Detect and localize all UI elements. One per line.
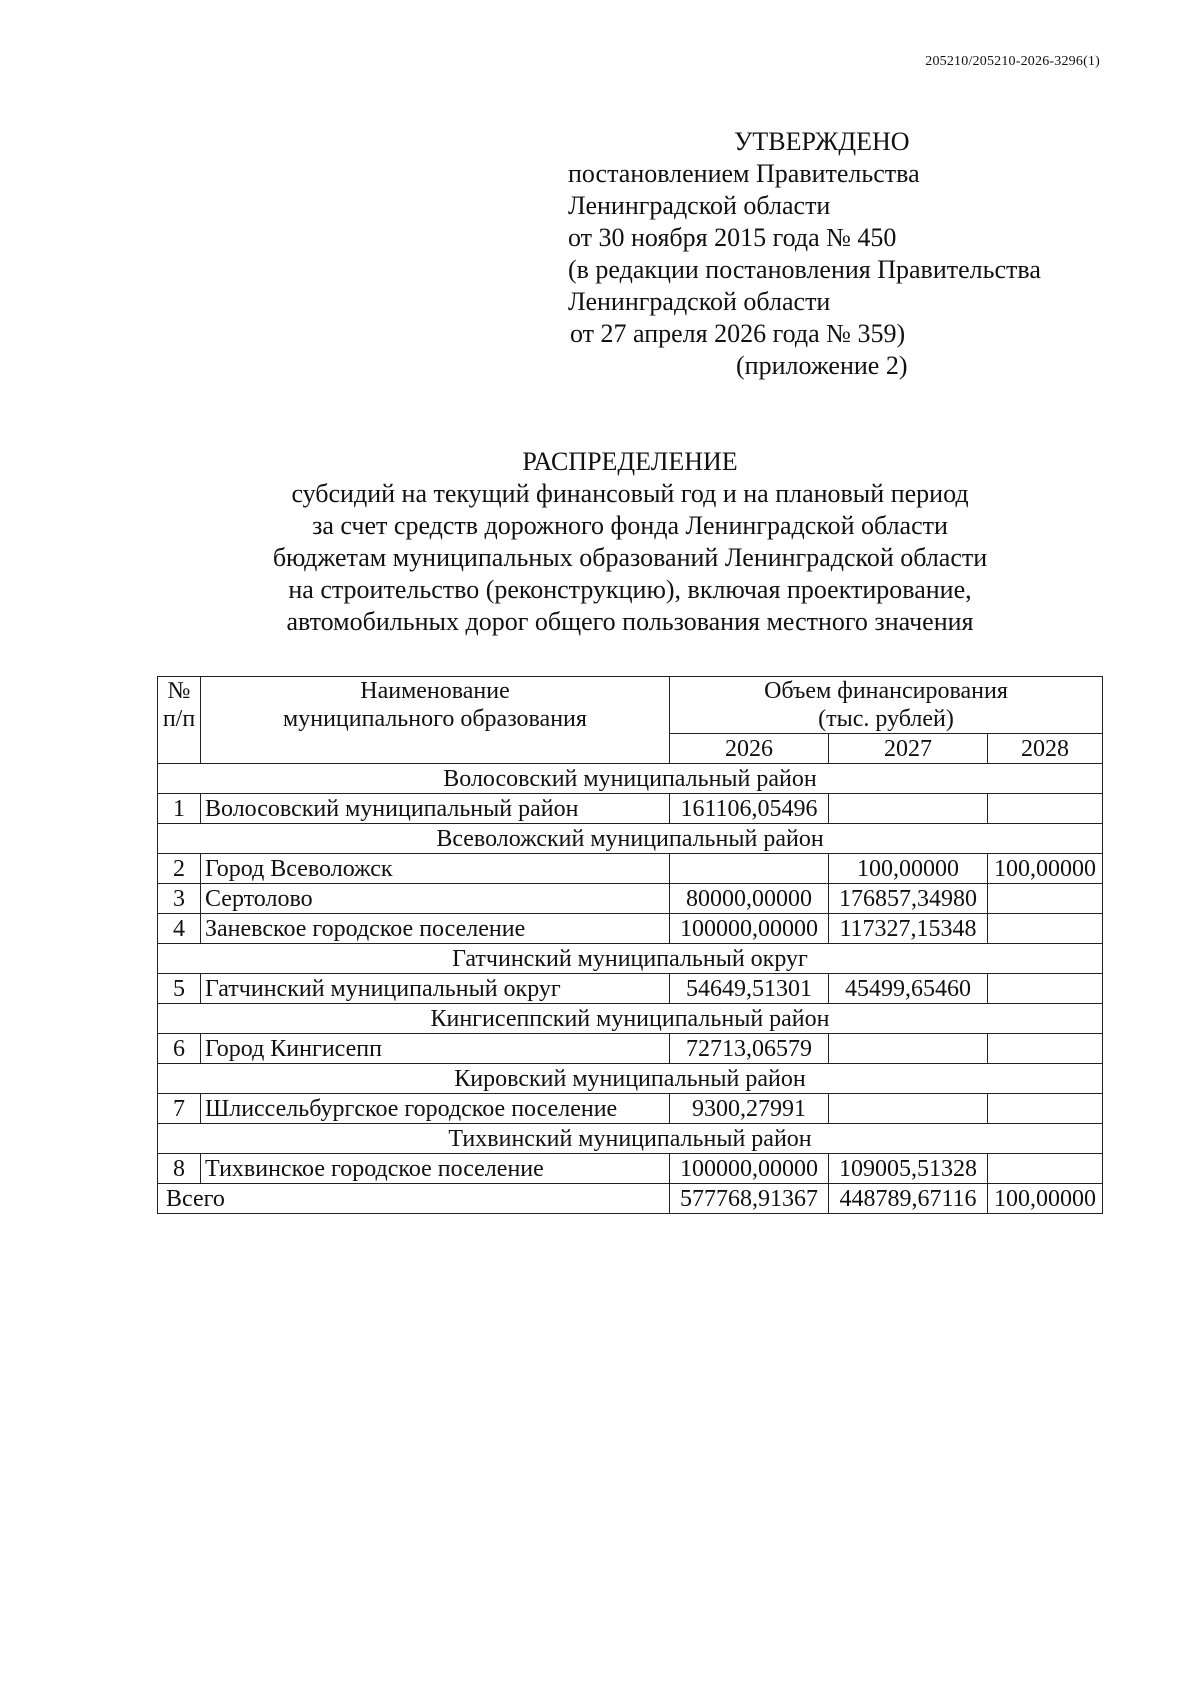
header-name: [201, 677, 670, 764]
row-number: 4: [158, 914, 201, 944]
header-year-2026: 2026: [670, 734, 829, 764]
row-name: Город Кингисепп: [201, 1034, 670, 1064]
row-value-2028: [988, 1034, 1103, 1064]
header-volume-line1: Объем финансирования: [764, 678, 1008, 704]
approval-line: постановлением Правительства: [568, 159, 920, 188]
row-value-2026: 100000,00000: [670, 914, 829, 944]
row-value-2028: [988, 914, 1103, 944]
district-row: [158, 824, 1103, 854]
heading-line: автомобильных дорог общего пользования местного значения: [286, 607, 974, 636]
heading-title: РАСПРЕДЕЛЕНИЕ: [522, 447, 738, 476]
table-row: [158, 854, 1103, 884]
row-number: 6: [158, 1034, 201, 1064]
row-value-2026: 72713,06579: [670, 1034, 829, 1064]
header-year-2028: 2028: [988, 734, 1103, 764]
approval-title: УТВЕРЖДЕНО: [734, 127, 910, 156]
approval-line: от 30 ноября 2015 года № 450: [568, 223, 897, 252]
district-name: Кингисеппский муниципальный район: [158, 1004, 1103, 1034]
row-value-2028: [988, 1154, 1103, 1184]
total-row: [158, 1184, 1103, 1214]
row-value-2027: 45499,65460: [829, 974, 988, 1004]
row-value-2028: [988, 884, 1103, 914]
heading-line: субсидий на текущий финансовый год и на плановый период: [291, 479, 969, 508]
row-value-2028: 100,00000: [988, 854, 1103, 884]
approval-appendix: (приложение 2): [736, 351, 908, 380]
row-value-2028: [988, 794, 1103, 824]
approval-line: (в редакции постановления Правительства: [568, 255, 1041, 284]
row-number: 7: [158, 1094, 201, 1124]
district-row: [158, 764, 1103, 794]
row-value-2027: [829, 794, 988, 824]
header-number-line2: п/п: [162, 706, 196, 732]
approval-block: [568, 126, 1041, 382]
row-name: Волосовский муниципальный район: [201, 794, 670, 824]
table-row: [158, 914, 1103, 944]
document-id: 205210/205210-2026-3296(1): [925, 54, 1100, 69]
approval-line: Ленинградской области: [568, 191, 831, 220]
row-value-2026: 9300,27991: [670, 1094, 829, 1124]
heading-line: на строительство (реконструкцию), включая проектирование,: [288, 575, 972, 604]
row-number: 3: [158, 884, 201, 914]
row-value-2028: [988, 1094, 1103, 1124]
table-row: [158, 884, 1103, 914]
heading-line: бюджетам муниципальных образований Ленинградской области: [272, 543, 988, 572]
row-name: Заневское городское поселение: [201, 914, 670, 944]
row-number: 5: [158, 974, 201, 1004]
header-volume-line2: (тыс. рублей): [818, 706, 954, 732]
row-value-2027: 100,00000: [829, 854, 988, 884]
row-name: Гатчинский муниципальный округ: [201, 974, 670, 1004]
header-name-line1: Наименование: [360, 678, 510, 704]
heading-line: за счет средств дорожного фонда Ленинградской области: [312, 511, 948, 540]
row-name: Шлиссельбургское городское поселение: [201, 1094, 670, 1124]
table-row: [158, 1154, 1103, 1184]
approval-line: Ленинградской области: [568, 287, 831, 316]
row-value-2026: 54649,51301: [670, 974, 829, 1004]
row-name: Тихвинское городское поселение: [201, 1154, 670, 1184]
table-row: [158, 1094, 1103, 1124]
total-value-2026: 577768,91367: [670, 1184, 829, 1214]
header-number-line1: №: [167, 678, 191, 704]
row-value-2027: [829, 1094, 988, 1124]
row-value-2026: 161106,05496: [670, 794, 829, 824]
row-value-2028: [988, 974, 1103, 1004]
row-value-2026: [670, 854, 829, 884]
district-name: Тихвинский муниципальный район: [158, 1124, 1103, 1154]
table-row: [158, 974, 1103, 1004]
header-name-line2: муниципального образования: [283, 706, 587, 732]
row-value-2026: 80000,00000: [670, 884, 829, 914]
document-heading: [160, 446, 1100, 638]
header-volume: [670, 677, 1103, 734]
district-name: Волосовский муниципальный район: [158, 764, 1103, 794]
table-header-row: [158, 677, 1103, 734]
header-number: [158, 677, 201, 764]
header-year-2027: 2027: [829, 734, 988, 764]
table-row: [158, 1034, 1103, 1064]
district-name: Гатчинский муниципальный округ: [158, 944, 1103, 974]
district-name: Всеволожский муниципальный район: [158, 824, 1103, 854]
total-value-2028: 100,00000: [988, 1184, 1103, 1214]
district-row: [158, 1124, 1103, 1154]
total-value-2027: 448789,67116: [829, 1184, 988, 1214]
row-number: 8: [158, 1154, 201, 1184]
row-value-2027: 117327,15348: [829, 914, 988, 944]
row-name: Сертолово: [201, 884, 670, 914]
table-row: [158, 794, 1103, 824]
row-value-2026: 100000,00000: [670, 1154, 829, 1184]
distribution-table: [157, 676, 1103, 1214]
row-value-2027: 109005,51328: [829, 1154, 988, 1184]
district-row: [158, 1004, 1103, 1034]
district-name: Кировский муниципальный район: [158, 1064, 1103, 1094]
district-row: [158, 944, 1103, 974]
row-value-2027: [829, 1034, 988, 1064]
approval-line: от 27 апреля 2026 года № 359): [570, 319, 906, 348]
row-number: 1: [158, 794, 201, 824]
total-label: Всего: [158, 1184, 670, 1214]
row-number: 2: [158, 854, 201, 884]
row-value-2027: 176857,34980: [829, 884, 988, 914]
row-name: Город Всеволожск: [201, 854, 670, 884]
district-row: [158, 1064, 1103, 1094]
